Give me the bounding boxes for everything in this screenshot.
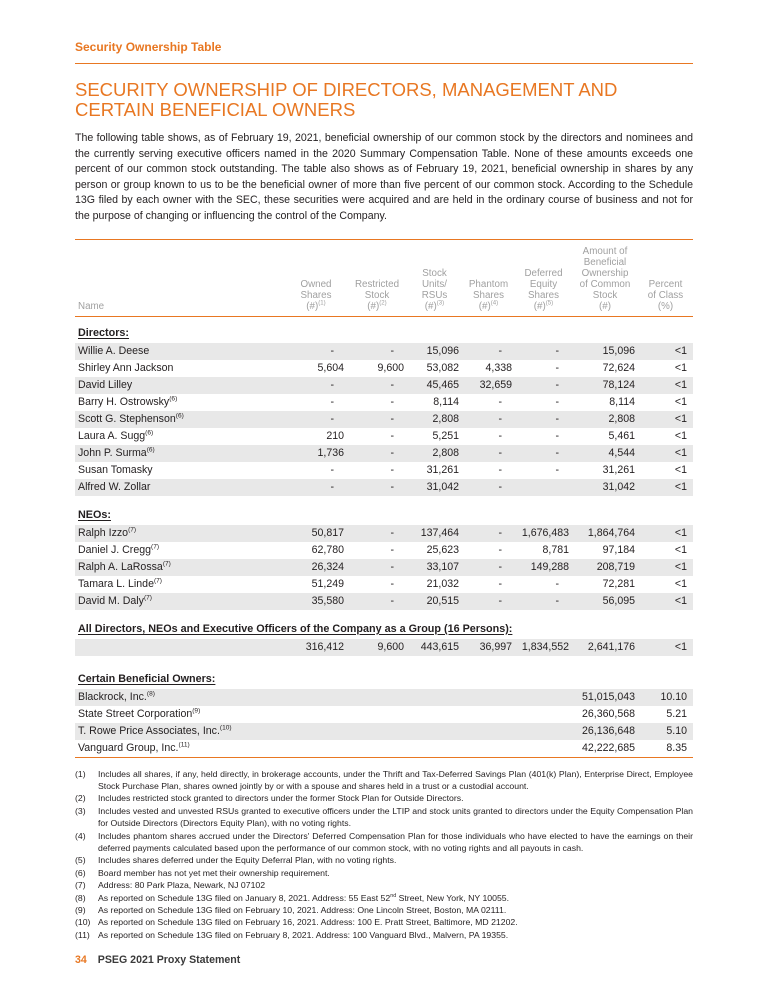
value-cell-units: 31,261 bbox=[426, 463, 459, 476]
value-cell-amount: 4,544 bbox=[572, 445, 638, 462]
value-cell-restricted bbox=[347, 723, 407, 740]
table-row bbox=[75, 525, 693, 542]
value-cell-restricted: - bbox=[390, 429, 394, 442]
value-cell-amount: 31,042 bbox=[572, 479, 638, 496]
value-cell-phantom: - bbox=[462, 479, 515, 496]
footnotes-list bbox=[75, 768, 693, 942]
footnote-text: Includes all shares, if any, held directly, in brokerage accounts, under the Thrift and Tax-Deferred Savings Plan (401(k) Plan), Enterprise Direct, Employee Stock Purchase Plan, shares owned jointly by or with a spouse and shares held in a trust or a custodial account. bbox=[98, 768, 693, 791]
value-cell-units bbox=[407, 723, 462, 740]
name-cell: David M. Daly$^{(7)}$ bbox=[75, 593, 285, 610]
section-heading: Directors: bbox=[78, 326, 130, 339]
value-cell-amount: 42,222,685 bbox=[581, 741, 635, 754]
table-row bbox=[75, 740, 693, 758]
footer-page-number: 34 bbox=[75, 954, 87, 966]
value-cell-units: 5,251 bbox=[432, 429, 459, 442]
value-cell-percent: <1 bbox=[674, 395, 687, 408]
value-cell-units: 15,096 bbox=[407, 343, 462, 360]
footer-label: PSEG 2021 Proxy Statement bbox=[97, 954, 241, 966]
value-cell-deferred bbox=[515, 740, 572, 758]
value-cell-deferred: 1,676,483 bbox=[515, 525, 572, 542]
value-cell-percent: <1 bbox=[638, 411, 693, 428]
footnote-number: (6) bbox=[75, 867, 86, 878]
footnote-number: (7) bbox=[75, 880, 86, 891]
value-cell-owned: 1,736 bbox=[285, 445, 347, 462]
name-cell: Ralph A. LaRossa$^{(7)}$ bbox=[75, 559, 285, 576]
table-row bbox=[75, 479, 693, 496]
footnote-number: (3) bbox=[75, 805, 86, 816]
name-cell: John P. Surma$^{(6)}$ bbox=[75, 445, 285, 462]
name-cell: David Lilley bbox=[75, 377, 285, 394]
value-cell-restricted: - bbox=[347, 411, 407, 428]
value-cell-phantom bbox=[462, 723, 515, 740]
value-cell-units: 137,464 bbox=[407, 525, 462, 542]
footnote bbox=[75, 892, 693, 904]
value-cell-deferred: - bbox=[515, 411, 572, 428]
value-cell-restricted: - bbox=[390, 543, 394, 556]
footnote-text: Includes restricted stock granted to directors under the former Stock Plan for Outside Directors. bbox=[98, 793, 464, 804]
value-cell-percent: <1 bbox=[638, 593, 693, 610]
value-cell-restricted: - bbox=[347, 525, 407, 542]
section-eyebrow: Security Ownership Table bbox=[75, 40, 693, 64]
value-cell-owned bbox=[285, 723, 347, 740]
footnote-number: (11) bbox=[75, 929, 90, 940]
value-cell-restricted: 9,600 bbox=[377, 361, 404, 374]
section-heading-row bbox=[75, 610, 693, 639]
table-row bbox=[75, 360, 693, 377]
footnote bbox=[75, 867, 693, 879]
column-header-name: Name bbox=[78, 300, 105, 312]
value-cell-deferred: - bbox=[515, 343, 572, 360]
footnote-text: As reported on Schedule 13G filed on February 10, 2021. Address: One Lincoln Street, Boston, MA 02111. bbox=[98, 905, 507, 916]
footnote-text: As reported on Schedule 13G filed on January 8, 2021. Address: 55 East 52nd Street, New York, NY 10055. bbox=[98, 892, 510, 903]
table-row bbox=[75, 394, 693, 411]
value-cell-deferred: 8,781 bbox=[542, 543, 569, 556]
value-cell-amount: 56,095 bbox=[572, 593, 638, 610]
name-cell: State Street Corporation$^{(9)}$ bbox=[78, 707, 201, 720]
footnote bbox=[75, 805, 693, 830]
name-cell: Daniel J. Cregg$^{(7)}$ bbox=[78, 543, 160, 556]
column-header-deferred: Deferred Equity Shares (#)$^{(5)}$ bbox=[524, 267, 563, 312]
value-cell-owned: 26,324 bbox=[285, 559, 347, 576]
value-cell-amount: 72,624 bbox=[602, 361, 635, 374]
value-cell-restricted: - bbox=[347, 445, 407, 462]
table-row bbox=[75, 542, 693, 559]
value-cell-amount: 5,461 bbox=[608, 429, 635, 442]
value-cell-units: 25,623 bbox=[426, 543, 459, 556]
name-cell: T. Rowe Price Associates, Inc.$^{(10)}$ bbox=[75, 723, 285, 740]
section-heading-row bbox=[75, 496, 693, 525]
value-cell-phantom: - bbox=[462, 445, 515, 462]
name-cell: Barry H. Ostrowsky$^{(6)}$ bbox=[78, 395, 178, 408]
value-cell-phantom: - bbox=[462, 593, 515, 610]
value-cell-owned: 50,817 bbox=[285, 525, 347, 542]
footnote-number: (2) bbox=[75, 793, 86, 804]
table-row bbox=[75, 723, 693, 740]
value-cell-percent: <1 bbox=[638, 639, 693, 656]
table-row bbox=[75, 689, 693, 706]
value-cell-amount: 97,184 bbox=[602, 543, 635, 556]
security-ownership-table bbox=[75, 239, 693, 758]
value-cell-units: 31,042 bbox=[407, 479, 462, 496]
value-cell-percent: 8.35 bbox=[666, 741, 687, 754]
footnote-number: (4) bbox=[75, 830, 86, 841]
value-cell-units bbox=[407, 740, 462, 758]
footnote-text: Board member has not yet met their ownership requirement. bbox=[98, 867, 330, 878]
value-cell-owned: 210 bbox=[326, 429, 344, 442]
value-cell-deferred bbox=[515, 723, 572, 740]
value-cell-phantom: 36,997 bbox=[462, 639, 515, 656]
column-header-units: Stock Units/ RSUs (#)$^{(3)}$ bbox=[421, 267, 448, 312]
value-cell-units: 8,114 bbox=[433, 395, 459, 408]
footnote bbox=[75, 854, 693, 866]
footnote bbox=[75, 916, 693, 928]
value-cell-restricted: - bbox=[347, 593, 407, 610]
table-row bbox=[75, 559, 693, 576]
value-cell-percent: <1 bbox=[638, 445, 693, 462]
value-cell-owned: - bbox=[330, 395, 334, 408]
footnote bbox=[75, 904, 693, 916]
value-cell-amount: 26,360,568 bbox=[581, 707, 635, 720]
section-heading-row bbox=[75, 656, 693, 689]
value-cell-restricted bbox=[347, 706, 407, 723]
value-cell-amount: 31,261 bbox=[602, 463, 635, 476]
value-cell-deferred: - bbox=[515, 377, 572, 394]
table-body bbox=[75, 316, 693, 757]
value-cell-percent: <1 bbox=[674, 429, 687, 442]
column-header-amount: Amount of Beneficial Ownership of Common Stock (#) bbox=[579, 245, 631, 312]
value-cell-percent: <1 bbox=[638, 377, 693, 394]
value-cell-phantom: - bbox=[498, 429, 502, 442]
value-cell-restricted: - bbox=[390, 463, 394, 476]
value-cell-units: 21,032 bbox=[426, 577, 459, 590]
value-cell-owned: 316,412 bbox=[285, 639, 347, 656]
value-cell-units: 53,082 bbox=[426, 361, 459, 374]
name-cell: Tamara L. Linde$^{(7)}$ bbox=[78, 577, 162, 590]
value-cell-percent: 5.10 bbox=[638, 723, 693, 740]
footnote-number: (10) bbox=[75, 917, 91, 928]
footnote-text: As reported on Schedule 13G filed on February 8, 2021. Address: 100 Vanguard Blvd., Malvern, PA 19355. bbox=[98, 929, 509, 940]
value-cell-percent: 5.21 bbox=[666, 707, 687, 720]
value-cell-percent: <1 bbox=[674, 361, 687, 374]
value-cell-owned: - bbox=[330, 463, 334, 476]
value-cell-restricted: - bbox=[390, 577, 394, 590]
value-cell-deferred bbox=[515, 706, 572, 723]
value-cell-restricted: - bbox=[390, 395, 394, 408]
value-cell-units: 2,808 bbox=[407, 445, 462, 462]
column-header-restricted: Restricted Stock (#)$^{(2)}$ bbox=[354, 278, 400, 312]
table-row bbox=[75, 445, 693, 462]
value-cell-phantom: - bbox=[462, 525, 515, 542]
section-heading: NEOs: bbox=[78, 508, 111, 521]
table-header-row bbox=[75, 239, 693, 316]
value-cell-deferred: - bbox=[555, 577, 559, 590]
value-cell-restricted bbox=[347, 689, 407, 706]
value-cell-units: 20,515 bbox=[407, 593, 462, 610]
footnote bbox=[75, 768, 693, 793]
value-cell-phantom: - bbox=[462, 411, 515, 428]
footnote-text: Address: 80 Park Plaza, Newark, NJ 07102 bbox=[98, 880, 266, 891]
footnote-text: Includes vested and unvested RSUs granted to executive officers under the LTIP and stock units granted to directors under the Equity Compensation Plan for Outside Directors (Directors Equity Plan), with no voting rights. bbox=[98, 805, 693, 829]
value-cell-percent: <1 bbox=[638, 559, 693, 576]
table-row bbox=[75, 576, 693, 593]
value-cell-deferred bbox=[515, 479, 572, 496]
value-cell-deferred: - bbox=[555, 395, 559, 408]
value-cell-deferred: - bbox=[555, 463, 559, 476]
name-cell: Vanguard Group, Inc.$^{(11)}$ bbox=[78, 741, 190, 754]
value-cell-owned: - bbox=[285, 377, 347, 394]
name-cell: Willie A. Deese bbox=[75, 343, 285, 360]
value-cell-phantom: - bbox=[498, 577, 502, 590]
footnote-number: (5) bbox=[75, 855, 86, 866]
name-cell: Susan Tomasky bbox=[78, 463, 153, 476]
section-heading: All Directors, NEOs and Executive Officers of the Company as a Group (16 Persons): bbox=[78, 622, 513, 635]
value-cell-owned bbox=[285, 706, 347, 723]
value-cell-phantom: - bbox=[498, 395, 502, 408]
footnote bbox=[75, 830, 693, 855]
value-cell-units: 2,808 bbox=[407, 411, 462, 428]
section-heading-row bbox=[75, 316, 693, 343]
table-row bbox=[75, 343, 693, 360]
footnote bbox=[75, 929, 693, 941]
value-cell-phantom: - bbox=[498, 463, 502, 476]
value-cell-deferred: 149,288 bbox=[515, 559, 572, 576]
value-cell-deferred: - bbox=[515, 593, 572, 610]
name-cell: Scott G. Stephenson$^{(6)}$ bbox=[75, 411, 285, 428]
value-cell-restricted: - bbox=[347, 377, 407, 394]
table-row bbox=[75, 462, 693, 479]
value-cell-percent: <1 bbox=[638, 343, 693, 360]
value-cell-amount: 15,096 bbox=[572, 343, 638, 360]
value-cell-deferred: - bbox=[515, 445, 572, 462]
value-cell-restricted: - bbox=[347, 559, 407, 576]
section-heading: Certain Beneficial Owners: bbox=[78, 672, 216, 685]
value-cell-phantom bbox=[462, 706, 515, 723]
value-cell-deferred: - bbox=[555, 361, 559, 374]
value-cell-owned: - bbox=[285, 343, 347, 360]
table-row bbox=[75, 428, 693, 445]
value-cell-amount: 51,015,043 bbox=[572, 689, 638, 706]
table-row bbox=[75, 593, 693, 610]
footnote-text: As reported on Schedule 13G filed on February 16, 2021. Address: 100 E. Pratt Street, Baltimore, MD 21202. bbox=[98, 917, 518, 928]
footnote bbox=[75, 879, 693, 891]
value-cell-amount: 8,114 bbox=[609, 395, 635, 408]
column-header-phantom: Phantom Shares (#)$^{(4)}$ bbox=[468, 278, 509, 312]
value-cell-percent: <1 bbox=[674, 543, 687, 556]
value-cell-percent: 10.10 bbox=[638, 689, 693, 706]
value-cell-restricted: - bbox=[347, 479, 407, 496]
table-row bbox=[75, 706, 693, 723]
value-cell-amount: 26,136,648 bbox=[572, 723, 638, 740]
value-cell-phantom: - bbox=[462, 343, 515, 360]
value-cell-deferred: - bbox=[555, 429, 559, 442]
table-row bbox=[75, 639, 693, 656]
value-cell-phantom bbox=[462, 740, 515, 758]
value-cell-phantom: 4,338 bbox=[485, 361, 512, 374]
name-cell: Ralph Izzo$^{(7)}$ bbox=[75, 525, 285, 542]
name-cell: Blackrock, Inc.$^{(8)}$ bbox=[75, 689, 285, 706]
value-cell-owned: - bbox=[285, 479, 347, 496]
value-cell-owned: 62,780 bbox=[311, 543, 344, 556]
value-cell-phantom: 32,659 bbox=[462, 377, 515, 394]
value-cell-amount: 2,641,176 bbox=[572, 639, 638, 656]
page-footer bbox=[75, 954, 240, 966]
table-row bbox=[75, 411, 693, 428]
value-cell-amount: 2,808 bbox=[572, 411, 638, 428]
page-title: SECURITY OWNERSHIP OF DIRECTORS, MANAGEMENT AND CERTAIN BENEFICIAL OWNERS bbox=[75, 79, 618, 120]
value-cell-amount: 208,719 bbox=[572, 559, 638, 576]
value-cell-restricted: - bbox=[347, 343, 407, 360]
value-cell-units: 45,465 bbox=[407, 377, 462, 394]
value-cell-percent: <1 bbox=[674, 577, 687, 590]
name-cell: Laura A. Sugg$^{(6)}$ bbox=[78, 429, 154, 442]
footnote-number: (9) bbox=[75, 905, 86, 916]
value-cell-restricted: 9,600 bbox=[347, 639, 407, 656]
value-cell-deferred: 1,834,552 bbox=[515, 639, 572, 656]
footnote-number: (8) bbox=[75, 892, 86, 903]
footnote bbox=[75, 792, 693, 804]
value-cell-owned bbox=[285, 689, 347, 706]
value-cell-percent: <1 bbox=[638, 525, 693, 542]
value-cell-percent: <1 bbox=[638, 479, 693, 496]
value-cell-owned: 51,249 bbox=[311, 577, 344, 590]
value-cell-phantom: - bbox=[462, 559, 515, 576]
value-cell-owned: - bbox=[285, 411, 347, 428]
footnote-text: Includes shares deferred under the Equity Deferral Plan, with no voting rights. bbox=[98, 855, 397, 866]
value-cell-phantom bbox=[462, 689, 515, 706]
value-cell-deferred bbox=[515, 689, 572, 706]
name-cell bbox=[75, 639, 285, 656]
footnote-number: (1) bbox=[75, 768, 86, 779]
value-cell-percent: <1 bbox=[674, 463, 687, 476]
name-cell: Alfred W. Zollar bbox=[75, 479, 285, 496]
value-cell-phantom: - bbox=[498, 543, 502, 556]
value-cell-owned: 5,604 bbox=[317, 361, 344, 374]
value-cell-amount: 78,124 bbox=[572, 377, 638, 394]
value-cell-restricted bbox=[347, 740, 407, 758]
value-cell-owned bbox=[285, 740, 347, 758]
value-cell-units bbox=[407, 706, 462, 723]
value-cell-units bbox=[407, 689, 462, 706]
value-cell-amount: 1,864,764 bbox=[572, 525, 638, 542]
table-row bbox=[75, 377, 693, 394]
footnote-text: Includes phantom shares accrued under the Directors' Deferred Compensation Plan for those individuals who have elected to have the earnings on their deferred payments calculated based upon the performance of our common stock, with no voting rights and all payouts in cash. bbox=[98, 830, 693, 853]
name-cell: Shirley Ann Jackson bbox=[78, 361, 174, 374]
value-cell-amount: 72,281 bbox=[602, 577, 635, 590]
value-cell-owned: 35,580 bbox=[285, 593, 347, 610]
column-header-percent: Percent of Class (%) bbox=[647, 278, 684, 312]
value-cell-units: 33,107 bbox=[407, 559, 462, 576]
value-cell-units: 443,615 bbox=[407, 639, 462, 656]
intro-paragraph: The following table shows, as of February 19, 2021, beneficial ownership of our common stock by the directors and nominees and the currently serving executive officers named in the 2020 Summary Compensation Table. None of these amounts exceeds one percent of our common stock outstanding. The table also shows as of February 19, 2021, beneficial ownership in shares by any person or group known to us to be the beneficial owner of more than five percent of our common stock. According to the Schedule 13G filed by each owner with the SEC, these securities were acquired and are held in the ordinary course of business and not for the purpose of changing or influencing the control of the Company. bbox=[75, 132, 693, 222]
column-header-owned: Owned Shares (#)$^{(1)}$ bbox=[300, 278, 332, 312]
